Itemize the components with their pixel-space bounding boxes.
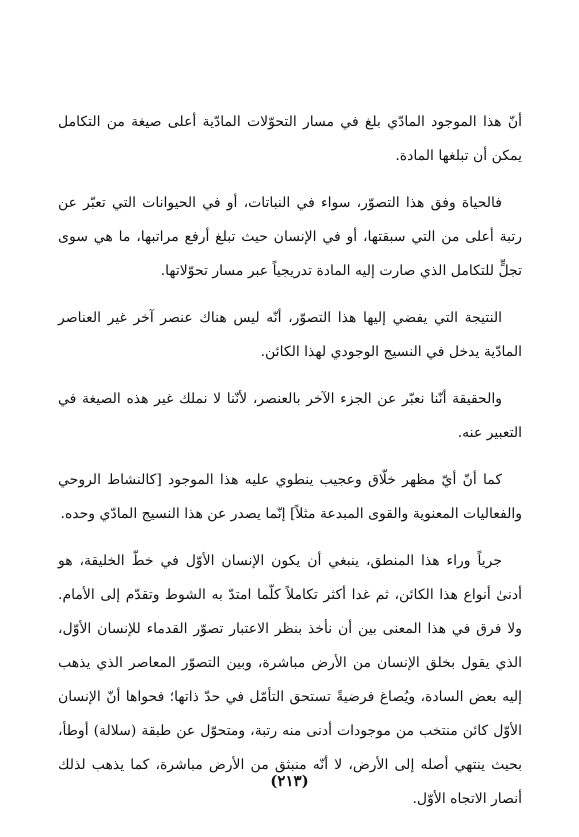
paragraph-5: كما أنّ أيّ مظهر خلّاق وعجيب ينطوي عليه هذا الموجود [كالنشاط الروحي والفعاليات المعنوية والقوى المبدعة مثلاً] إنّما يصدر عن هذا النسيج المادّي وحده. [58, 472, 522, 522]
paragraph-1: أنّ هذا الموجود المادّي بلغ في مسار التحوّلات المادّية أعلى صيغة من التكامل يمكن أن تبلغها المادة. [58, 114, 522, 164]
paragraph-6: جرياً وراء هذا المنطق، ينبغي أن يكون الإنسان الأوّل في خطّ الخليقة، هو أدنىٰ أنواع هذا الكائن، ثم غدا أكثر تكاملاً كلّما امتدّ به الشوط وتقدّم إلى الأمام. ولا فرق في هذا المعنى بين أن نأخذ بنظر الاعتبار تصوّر القدماء للإنسان الأوّل، الذي يقول بخلق الإنسان من الأرض مباشرة، وبين التصوّر المعاصر الذي يذهب إليه بعض السادة، ويُصاغ فرضيةً تستحق التأمّل في حدّ ذاتها؛ فحواها أنّ الإنسان الأوّل كائن منتخب من موجودات أدنى منه رتبة، ومتحوّل عن طبقة (سلالة) أوطأ، بحيث ينتهي أصله إلى الأرض، لا أنّه منبثق من الأرض مباشرة، كما يذهب لذلك أنصار الاتجاه الأوّل. [58, 553, 522, 807]
paragraph-2: فالحياة وفق هذا التصوّر، سواء في النباتات، أو في الحيوانات التي تعبّر عن رتبة أعلى من التي سبقتها، أو في الإنسان حيث تبلغ أرفع مراتبها، ما هي سوى تجلٍّ للتكامل الذي صارت إليه المادة تدريجياً عبر مسار تحوّلاتها. [58, 195, 522, 279]
paragraph-4: والحقيقة أنّنا نعبّر عن الجزء الآخر بالعنصر، لأنّنا لا نملك غير هذه الصيغة في التعبير عنه. [58, 391, 522, 441]
page-number: (٢١٣) [270, 772, 309, 790]
paragraph-3: النتيجة التي يفضي إليها هذا التصوّر، أنّه ليس هناك عنصر آخر غير العناصر المادّية يدخل في النسيج الوجودي لهذا الكائن. [58, 310, 522, 360]
body-text [58, 105, 522, 829]
